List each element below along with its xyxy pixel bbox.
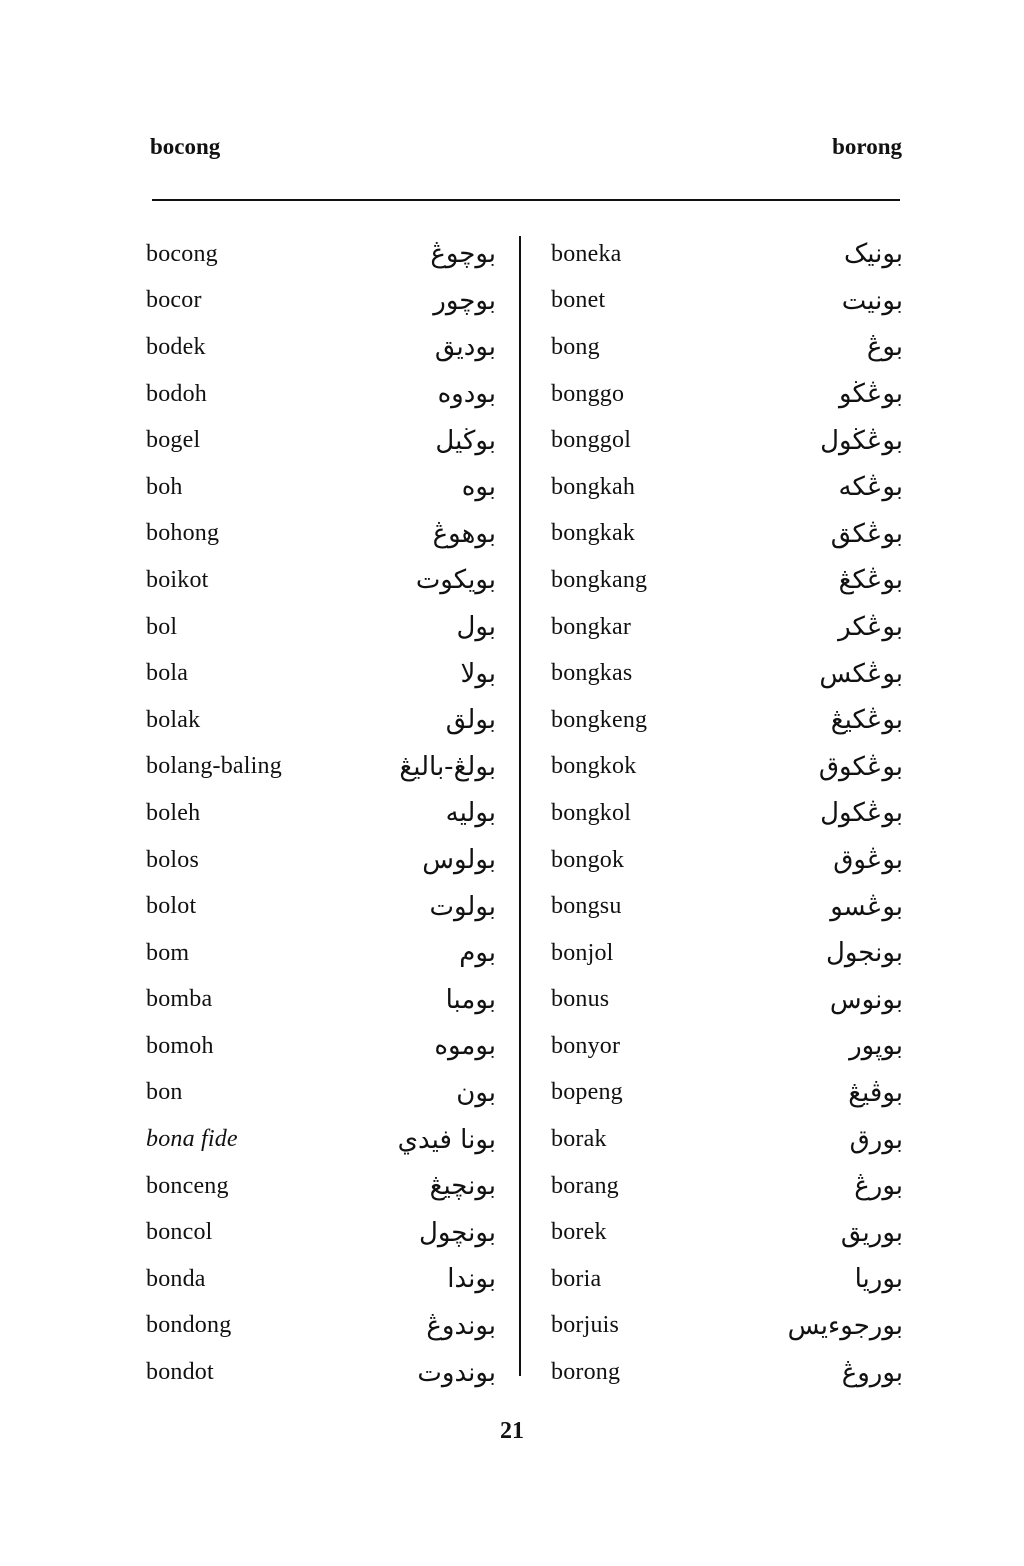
dictionary-entry [146,1349,496,1396]
page-number: 21 [500,1418,524,1444]
entry-latin-word: bon [146,1079,183,1106]
entry-latin-word: borek [551,1219,607,1246]
dictionary-entry [146,1023,496,1070]
entry-jawi-word: بوڠکڠ [838,565,903,596]
entry-latin-word: bolos [146,846,200,873]
entry-latin-word: bomoh [146,1032,214,1059]
entry-latin-word: bomba [146,986,213,1013]
entry-latin-word: boncol [146,1219,213,1246]
dictionary-entry [551,1349,903,1396]
entry-jawi-word: بوليه [445,798,496,829]
entry-jawi-word: بوڠسو [830,891,903,922]
entry-latin-word: bondong [146,1312,232,1339]
entry-latin-word: bogel [146,427,201,454]
entry-jawi-word: بونجول [825,938,903,969]
dictionary-entry [146,790,496,837]
entry-latin-word: bongok [551,846,625,873]
entry-jawi-word: بوهوڠ [432,518,496,549]
dictionary-entry [146,371,496,418]
entry-latin-word: borang [551,1172,619,1199]
entry-latin-word: bongkak [551,520,636,547]
entry-jawi-word: بوندا [447,1264,496,1295]
dictionary-entry [146,1163,496,1210]
dictionary-entry [146,650,496,697]
entry-column-left [146,231,496,1396]
dictionary-entry [551,1023,903,1070]
entry-jawi-word: بوموه [434,1031,496,1062]
entry-latin-word: bonyor [551,1032,621,1059]
entry-jawi-word: بوه [461,472,496,503]
dictionary-entry [146,977,496,1024]
entry-jawi-word: بولا [460,658,496,689]
entry-jawi-word: بوڠکوق [818,751,903,782]
entry-jawi-word: بولڠ-باليڠ [399,751,496,782]
dictionary-entry [551,557,903,604]
dictionary-entry [146,231,496,278]
dictionary-entry [146,1209,496,1256]
dictionary-entry [146,1070,496,1117]
entry-latin-word: bongkok [551,753,637,780]
entry-jawi-word: بوڠکول [820,798,903,829]
entry-jawi-word: بوديق [434,332,496,363]
entry-latin-word: bolang-baling [146,753,282,780]
entry-jawi-word: بول [456,612,496,643]
entry-latin-word: borong [551,1359,621,1386]
entry-jawi-word: بولق [445,705,496,736]
dictionary-entry [551,1209,903,1256]
entry-jawi-word: بورڠ [854,1171,903,1202]
dictionary-entry [551,977,903,1024]
entry-latin-word: bongsu [551,893,622,920]
dictionary-entry [146,604,496,651]
entry-latin-word: bonjol [551,939,614,966]
dictionary-entry [551,371,903,418]
entry-jawi-word: بونا فيدي [397,1124,496,1155]
entry-jawi-word: بوڤيڠ [848,1077,903,1108]
entry-jawi-word: بوڠکر [838,612,903,643]
left-guide-word: bocong [150,134,221,159]
entry-latin-word: bonggol [551,427,632,454]
entry-latin-word: bolot [146,893,197,920]
entry-latin-word: bohong [146,520,220,547]
entry-latin-word: bopeng [551,1079,623,1106]
dictionary-entry [551,324,903,371]
entry-jawi-word: بوچوڠ [430,239,496,270]
dictionary-entry [551,1256,903,1303]
entry-jawi-word: بوڬيل [435,425,496,456]
entry-jawi-word: بوروڠ [841,1357,903,1388]
entry-latin-word: bodoh [146,380,207,407]
entry-latin-word: bongkas [551,660,633,687]
entry-latin-word: bocor [146,287,202,314]
entry-jawi-word: بوريا [854,1264,903,1295]
entry-jawi-word: بوندوڠ [426,1310,496,1341]
dictionary-entry [146,697,496,744]
entry-jawi-word: بوڠکس [819,658,903,689]
dictionary-entry [146,324,496,371]
entry-jawi-word: بوڠوق [833,845,903,876]
dictionary-entry [146,883,496,930]
dictionary-entry [146,557,496,604]
dictionary-entry [551,604,903,651]
entry-jawi-word: بونوس [829,984,903,1015]
dictionary-entry [146,417,496,464]
entry-latin-word: bom [146,939,190,966]
entry-jawi-word: بونيت [841,285,903,316]
entry-jawi-word: بودوه [437,379,496,410]
entry-latin-word: bongkang [551,566,648,593]
entry-latin-word: borak [551,1126,607,1153]
entry-latin-word: bodek [146,333,206,360]
entry-latin-word: bonet [551,287,606,314]
entry-latin-word: bola [146,660,189,687]
entry-latin-word: bonggo [551,380,625,407]
dictionary-entry [551,1163,903,1210]
entry-latin-word: bonus [551,986,610,1013]
dictionary-entry [551,1116,903,1163]
entry-latin-word: bonda [146,1265,206,1292]
entry-latin-word: bongkah [551,473,636,500]
entry-latin-word: boria [551,1265,602,1292]
entry-jawi-word: بونچيڠ [429,1171,496,1202]
entry-latin-word: bong [551,333,600,360]
entry-jawi-word: بوڠ [866,332,903,363]
entry-jawi-word: بوڠکه [838,472,903,503]
entry-latin-word: bondot [146,1359,214,1386]
entry-latin-word: boikot [146,566,209,593]
dictionary-entry [551,650,903,697]
entry-latin-word: bongkol [551,799,632,826]
entry-jawi-word: بولوت [429,891,496,922]
entry-jawi-word: بولوس [422,845,496,876]
entry-latin-word: bongkeng [551,706,648,733]
entry-jawi-word: بوريق [840,1217,903,1248]
entry-jawi-word: بورق [849,1124,903,1155]
entry-jawi-word: بوچور [433,285,496,316]
entry-jawi-word: بورجوءيس [787,1310,903,1341]
dictionary-entry [146,511,496,558]
entry-jawi-word: بون [456,1077,496,1108]
entry-latin-word: bocong [146,240,218,267]
entry-column-right [551,231,903,1396]
entry-latin-word: boneka [551,240,622,267]
entry-jawi-word: بويكوت [415,565,496,596]
dictionary-entry [551,883,903,930]
entry-jawi-word: بوڽور [849,1031,903,1062]
right-guide-word: borong [832,134,902,159]
dictionary-entry [551,1303,903,1350]
dictionary-entry [551,697,903,744]
dictionary-entry [551,1070,903,1117]
dictionary-entry [146,930,496,977]
entry-latin-word: bonceng [146,1172,229,1199]
entry-jawi-word: بونيک [843,239,903,270]
entry-latin-word: bol [146,613,178,640]
dictionary-entry [551,511,903,558]
entry-latin-word: bolak [146,706,201,733]
entry-jawi-word: بوڠڬول [820,425,903,456]
entry-jawi-word: بوڠڬو [839,379,903,410]
dictionary-entry [146,1116,496,1163]
entry-latin-word: bongkar [551,613,632,640]
dictionary-entry [551,837,903,884]
entry-latin-word: boleh [146,799,201,826]
dictionary-entry [551,231,903,278]
entry-latin-word: borjuis [551,1312,620,1339]
dictionary-entry [146,837,496,884]
dictionary-entry [146,464,496,511]
entry-latin-word: bona fide [146,1126,238,1153]
dictionary-entry [146,1303,496,1350]
dictionary-entry [551,790,903,837]
entry-jawi-word: بوڠکيڠ [830,705,903,736]
column-divider [519,236,521,1376]
entry-jawi-word: بوڠکق [830,518,903,549]
entry-jawi-word: بومبا [445,984,496,1015]
dictionary-entry [551,278,903,325]
dictionary-entry [551,930,903,977]
header-rule [152,199,900,201]
dictionary-entry [146,744,496,791]
entry-jawi-word: بوم [459,938,496,969]
entry-jawi-word: بونچول [418,1217,496,1248]
dictionary-entry [551,744,903,791]
dictionary-entry [551,464,903,511]
entry-latin-word: boh [146,473,183,500]
dictionary-entry [551,417,903,464]
entry-jawi-word: بوندوت [417,1357,496,1388]
dictionary-entry [146,278,496,325]
dictionary-entry [146,1256,496,1303]
